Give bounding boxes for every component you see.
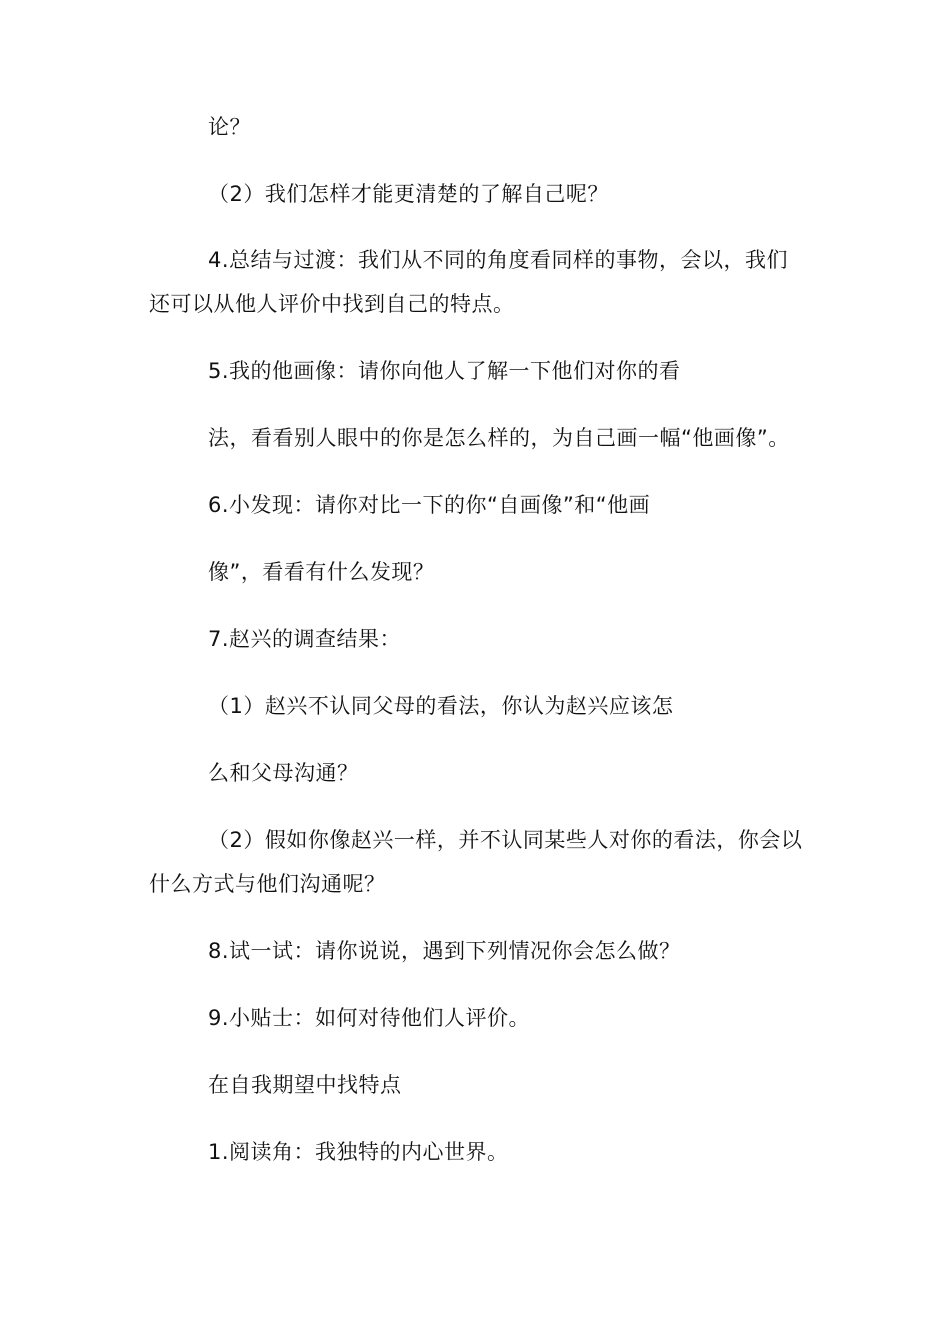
text-line: 4.总结与过渡：我们从不同的角度看同样的事物，会以，我们 — [208, 248, 789, 272]
text-line: 论？ — [208, 115, 251, 139]
text-line: 1.阅读角：我独特的内心世界。 — [208, 1140, 509, 1164]
text-line: 法，看看别人眼中的你是怎么样的，为自己画一幅“他画像”。 — [208, 426, 790, 450]
text-line: 还可以从他人评价中找到自己的特点。 — [149, 292, 515, 316]
text-line: 什么方式与他们沟通呢？ — [149, 872, 386, 896]
text-line: 6.小发现：请你对比一下的你“自画像”和“他画 — [208, 493, 651, 517]
section-heading: 在自我期望中找特点 — [208, 1073, 402, 1097]
text-line: （1）赵兴不认同父母的看法，你认为赵兴应该怎 — [208, 694, 674, 718]
text-line: 5.我的他画像：请你向他人了解一下他们对你的看 — [208, 359, 681, 383]
text-line: 9.小贴士：如何对待他们人评价。 — [208, 1006, 531, 1030]
text-line: （2）假如你像赵兴一样，并不认同某些人对你的看法，你会以 — [208, 828, 803, 852]
text-line: 么和父母沟通？ — [208, 761, 359, 785]
text-line: 8.试一试：请你说说，遇到下列情况你会怎么做？ — [208, 939, 681, 963]
text-line: （2）我们怎样才能更清楚的了解自己呢？ — [208, 182, 609, 206]
text-line: 7.赵兴的调查结果： — [208, 627, 402, 651]
text-line: 像”，看看有什么发现？ — [208, 560, 435, 584]
